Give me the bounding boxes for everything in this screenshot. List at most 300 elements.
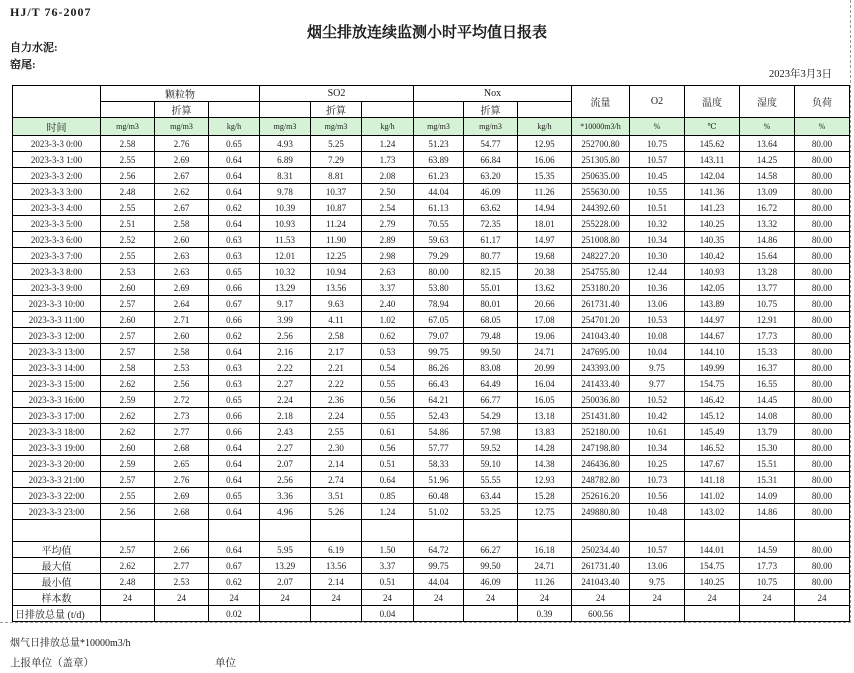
empty-header-cell <box>101 102 155 118</box>
value-cell: 68.05 <box>464 312 518 328</box>
value-cell: 2.59 <box>101 456 155 472</box>
summary-row <box>13 590 850 606</box>
flue-gas-total-note: 烟气日排放总量*10000m3/h <box>10 638 131 649</box>
value-cell: 252700.80 <box>572 136 630 152</box>
value-cell: 12.95 <box>518 136 572 152</box>
empty-header-cell <box>362 102 414 118</box>
value-cell: 0.67 <box>209 558 260 574</box>
value-cell: 2.74 <box>311 472 362 488</box>
value-cell: 17.73 <box>740 328 795 344</box>
value-cell: 52.43 <box>414 408 464 424</box>
value-cell: 2.60 <box>155 328 209 344</box>
value-cell: 2.21 <box>311 360 362 376</box>
empty-cell <box>572 520 630 542</box>
value-cell: 250635.00 <box>572 168 630 184</box>
value-cell: 80.00 <box>795 136 850 152</box>
time-cell: 2023-3-3 2:00 <box>13 168 101 184</box>
value-cell: 9.75 <box>630 360 685 376</box>
value-cell: 0.63 <box>209 232 260 248</box>
value-cell: 5.25 <box>311 136 362 152</box>
value-cell: 0.55 <box>362 408 414 424</box>
value-cell: 9.78 <box>260 184 311 200</box>
table-row <box>13 472 850 488</box>
value-cell: 53.25 <box>464 504 518 520</box>
value-cell: 0.63 <box>209 376 260 392</box>
value-cell: 80.00 <box>795 280 850 296</box>
value-cell: 80.00 <box>795 392 850 408</box>
value-cell: 14.59 <box>740 542 795 558</box>
table-row <box>13 152 850 168</box>
value-cell: 80.00 <box>795 264 850 280</box>
value-cell: 80.00 <box>795 360 850 376</box>
time-cell: 2023-3-3 10:00 <box>13 296 101 312</box>
value-cell: 3.37 <box>362 280 414 296</box>
value-cell: 2.57 <box>101 344 155 360</box>
value-cell: 0.63 <box>209 248 260 264</box>
value-cell: 66.43 <box>414 376 464 392</box>
value-cell: 3.36 <box>260 488 311 504</box>
value-cell: 10.32 <box>630 216 685 232</box>
value-cell: 24 <box>518 590 572 606</box>
o2-header: O2 <box>630 86 685 118</box>
value-cell: 11.53 <box>260 232 311 248</box>
value-cell: 2.66 <box>155 542 209 558</box>
value-cell: 10.57 <box>630 542 685 558</box>
value-cell: 246436.80 <box>572 456 630 472</box>
value-cell: 0.66 <box>209 408 260 424</box>
value-cell: 143.02 <box>685 504 740 520</box>
value-cell: 247695.00 <box>572 344 630 360</box>
value-cell: 2.14 <box>311 574 362 590</box>
value-cell: 600.56 <box>572 606 630 622</box>
value-cell: 80.00 <box>795 312 850 328</box>
value-cell: 13.18 <box>518 408 572 424</box>
table-row <box>13 504 850 520</box>
value-cell: 2.64 <box>155 296 209 312</box>
value-cell: 13.09 <box>740 184 795 200</box>
value-cell: 24 <box>740 590 795 606</box>
value-cell: 2.60 <box>101 440 155 456</box>
value-cell: 54.77 <box>464 136 518 152</box>
unit-cell: ℃ <box>685 118 740 136</box>
value-cell: 16.55 <box>740 376 795 392</box>
value-cell: 16.04 <box>518 376 572 392</box>
page-title: 烟尘排放连续监测小时平均值日报表 <box>306 25 547 41</box>
humidity-header: 湿度 <box>740 86 795 118</box>
value-cell: 59.10 <box>464 456 518 472</box>
value-cell: 140.42 <box>685 248 740 264</box>
value-cell: 2.57 <box>101 328 155 344</box>
table-row <box>13 392 850 408</box>
value-cell: 24 <box>155 590 209 606</box>
value-cell: 0.85 <box>362 488 414 504</box>
time-cell: 2023-3-3 5:00 <box>13 216 101 232</box>
value-cell <box>155 606 209 622</box>
value-cell: 19.68 <box>518 248 572 264</box>
value-cell: 12.91 <box>740 312 795 328</box>
page-break-line-vertical <box>850 0 851 623</box>
value-cell: 0.53 <box>362 344 414 360</box>
value-cell <box>685 606 740 622</box>
value-cell: 4.93 <box>260 136 311 152</box>
value-cell: 44.04 <box>414 184 464 200</box>
value-cell: 82.15 <box>464 264 518 280</box>
value-cell: 15.30 <box>740 440 795 456</box>
value-cell: 10.32 <box>260 264 311 280</box>
value-cell: 0.65 <box>209 264 260 280</box>
value-cell: 0.66 <box>209 280 260 296</box>
value-cell: 0.65 <box>209 392 260 408</box>
value-cell: 79.48 <box>464 328 518 344</box>
value-cell: 2.48 <box>101 574 155 590</box>
value-cell: 80.00 <box>795 248 850 264</box>
value-cell: 143.11 <box>685 152 740 168</box>
value-cell: 154.75 <box>685 376 740 392</box>
nox-converted-header: 折算 <box>464 102 518 118</box>
value-cell: 2.57 <box>101 472 155 488</box>
value-cell: 16.72 <box>740 200 795 216</box>
empty-header-cell <box>414 102 464 118</box>
value-cell: 2.69 <box>155 152 209 168</box>
time-cell: 2023-3-3 21:00 <box>13 472 101 488</box>
table-row <box>13 328 850 344</box>
table-row <box>13 184 850 200</box>
time-cell: 2023-3-3 16:00 <box>13 392 101 408</box>
value-cell: 250036.80 <box>572 392 630 408</box>
empty-header-cell <box>209 102 260 118</box>
value-cell: 64.72 <box>414 542 464 558</box>
value-cell: 13.77 <box>740 280 795 296</box>
standard-code: HJ/T 76-2007 <box>10 5 92 19</box>
value-cell: 0.64 <box>362 472 414 488</box>
value-cell: 2.07 <box>260 456 311 472</box>
value-cell: 2.51 <box>101 216 155 232</box>
unit-cell: *10000m3/h <box>572 118 630 136</box>
value-cell: 80.77 <box>464 248 518 264</box>
value-cell: 0.62 <box>362 328 414 344</box>
value-cell: 254755.80 <box>572 264 630 280</box>
value-cell: 57.77 <box>414 440 464 456</box>
value-cell: 66.77 <box>464 392 518 408</box>
summary-label: 日排放总量 (t/d) <box>13 606 101 622</box>
value-cell: 10.57 <box>630 152 685 168</box>
value-cell: 0.64 <box>209 344 260 360</box>
value-cell: 80.00 <box>795 232 850 248</box>
value-cell: 2.77 <box>155 558 209 574</box>
value-cell: 140.35 <box>685 232 740 248</box>
value-cell: 2.71 <box>155 312 209 328</box>
nox-group-header: Nox <box>414 86 572 102</box>
value-cell: 10.37 <box>311 184 362 200</box>
value-cell: 0.04 <box>362 606 414 622</box>
value-cell: 13.29 <box>260 558 311 574</box>
value-cell: 61.23 <box>414 168 464 184</box>
value-cell: 1.02 <box>362 312 414 328</box>
value-cell: 63.89 <box>414 152 464 168</box>
unit-cell: kg/h <box>209 118 260 136</box>
empty-cell <box>795 520 850 542</box>
value-cell: 10.87 <box>311 200 362 216</box>
value-cell: 16.05 <box>518 392 572 408</box>
value-cell: 80.01 <box>464 296 518 312</box>
value-cell: 251008.80 <box>572 232 630 248</box>
value-cell: 80.00 <box>795 558 850 574</box>
value-cell: 2.77 <box>155 424 209 440</box>
table-row <box>13 216 850 232</box>
value-cell: 2.30 <box>311 440 362 456</box>
value-cell: 24 <box>685 590 740 606</box>
value-cell: 17.73 <box>740 558 795 574</box>
temp-header: 温度 <box>685 86 740 118</box>
value-cell: 14.97 <box>518 232 572 248</box>
value-cell: 2.63 <box>362 264 414 280</box>
value-cell: 10.52 <box>630 392 685 408</box>
value-cell: 10.56 <box>630 488 685 504</box>
table-row <box>13 360 850 376</box>
value-cell: 0.62 <box>209 200 260 216</box>
empty-cell <box>155 520 209 542</box>
value-cell: 2.58 <box>155 344 209 360</box>
value-cell: 13.29 <box>260 280 311 296</box>
empty-cell <box>101 520 155 542</box>
pm-group-header: 颗粒物 <box>101 86 260 102</box>
value-cell: 241433.40 <box>572 376 630 392</box>
value-cell: 2.76 <box>155 136 209 152</box>
value-cell: 2.98 <box>362 248 414 264</box>
unit-cell: kg/h <box>362 118 414 136</box>
value-cell: 11.24 <box>311 216 362 232</box>
value-cell: 0.39 <box>518 606 572 622</box>
value-cell: 0.64 <box>209 440 260 456</box>
value-cell: 44.04 <box>414 574 464 590</box>
value-cell: 11.90 <box>311 232 362 248</box>
value-cell: 0.64 <box>209 216 260 232</box>
summary-row <box>13 574 850 590</box>
value-cell: 0.64 <box>209 456 260 472</box>
value-cell: 10.30 <box>630 248 685 264</box>
value-cell: 2.62 <box>101 376 155 392</box>
value-cell: 247198.80 <box>572 440 630 456</box>
value-cell: 248227.20 <box>572 248 630 264</box>
value-cell: 2.68 <box>155 440 209 456</box>
value-cell: 10.08 <box>630 328 685 344</box>
value-cell: 0.62 <box>209 328 260 344</box>
value-cell: 2.40 <box>362 296 414 312</box>
value-cell: 2.14 <box>311 456 362 472</box>
time-cell: 2023-3-3 17:00 <box>13 408 101 424</box>
value-cell: 2.53 <box>155 360 209 376</box>
value-cell: 99.75 <box>414 344 464 360</box>
value-cell: 13.79 <box>740 424 795 440</box>
value-cell: 14.28 <box>518 440 572 456</box>
value-cell: 2.63 <box>155 264 209 280</box>
unit-cell: % <box>740 118 795 136</box>
unit-label: 单位 <box>215 658 236 669</box>
value-cell: 80.00 <box>795 200 850 216</box>
value-cell: 16.18 <box>518 542 572 558</box>
table-row <box>13 264 850 280</box>
value-cell: 251431.80 <box>572 408 630 424</box>
value-cell: 59.52 <box>464 440 518 456</box>
value-cell: 2.72 <box>155 392 209 408</box>
value-cell: 12.01 <box>260 248 311 264</box>
value-cell: 15.51 <box>740 456 795 472</box>
value-cell: 0.62 <box>209 574 260 590</box>
empty-cell <box>209 520 260 542</box>
value-cell: 14.38 <box>518 456 572 472</box>
summary-row <box>13 606 850 622</box>
value-cell: 2.18 <box>260 408 311 424</box>
value-cell: 61.13 <box>414 200 464 216</box>
value-cell: 1.24 <box>362 136 414 152</box>
value-cell: 24 <box>311 590 362 606</box>
value-cell: 144.01 <box>685 542 740 558</box>
value-cell: 10.04 <box>630 344 685 360</box>
value-cell: 145.62 <box>685 136 740 152</box>
value-cell: 146.42 <box>685 392 740 408</box>
table-row <box>13 424 850 440</box>
value-cell <box>414 606 464 622</box>
value-cell: 2.27 <box>260 376 311 392</box>
value-cell: 9.17 <box>260 296 311 312</box>
empty-header-cell <box>260 102 311 118</box>
value-cell: 2.69 <box>155 280 209 296</box>
value-cell: 2.62 <box>101 424 155 440</box>
value-cell: 19.06 <box>518 328 572 344</box>
value-cell: 2.17 <box>311 344 362 360</box>
value-cell: 0.66 <box>209 424 260 440</box>
value-cell: 0.56 <box>362 440 414 456</box>
value-cell: 2.59 <box>101 392 155 408</box>
value-cell <box>630 606 685 622</box>
value-cell: 0.64 <box>209 184 260 200</box>
value-cell: 80.00 <box>795 472 850 488</box>
value-cell: 0.51 <box>362 456 414 472</box>
time-cell: 2023-3-3 22:00 <box>13 488 101 504</box>
value-cell: 12.44 <box>630 264 685 280</box>
value-cell: 2.57 <box>101 296 155 312</box>
value-cell: 0.02 <box>209 606 260 622</box>
value-cell: 14.08 <box>740 408 795 424</box>
empty-cell <box>630 520 685 542</box>
value-cell: 2.69 <box>155 488 209 504</box>
value-cell: 241043.40 <box>572 574 630 590</box>
value-cell: 2.53 <box>155 574 209 590</box>
value-cell: 0.55 <box>362 376 414 392</box>
value-cell: 13.62 <box>518 280 572 296</box>
unit-cell: mg/m3 <box>101 118 155 136</box>
value-cell: 80.00 <box>795 504 850 520</box>
value-cell: 10.48 <box>630 504 685 520</box>
empty-cell <box>518 520 572 542</box>
value-cell: 248782.80 <box>572 472 630 488</box>
value-cell: 250234.40 <box>572 542 630 558</box>
value-cell: 2.36 <box>311 392 362 408</box>
value-cell: 2.58 <box>155 216 209 232</box>
empty-header-cell <box>518 102 572 118</box>
value-cell: 0.61 <box>362 424 414 440</box>
table-row <box>13 376 850 392</box>
value-cell: 10.34 <box>630 232 685 248</box>
value-cell: 70.55 <box>414 216 464 232</box>
so2-converted-header: 折算 <box>311 102 362 118</box>
time-cell: 2023-3-3 11:00 <box>13 312 101 328</box>
value-cell: 141.23 <box>685 200 740 216</box>
value-cell: 0.64 <box>209 168 260 184</box>
value-cell: 14.86 <box>740 504 795 520</box>
value-cell: 243393.00 <box>572 360 630 376</box>
value-cell: 53.80 <box>414 280 464 296</box>
value-cell: 63.20 <box>464 168 518 184</box>
unit-cell: mg/m3 <box>414 118 464 136</box>
value-cell: 9.63 <box>311 296 362 312</box>
value-cell: 149.99 <box>685 360 740 376</box>
value-cell: 24 <box>572 590 630 606</box>
value-cell: 46.09 <box>464 574 518 590</box>
value-cell: 16.06 <box>518 152 572 168</box>
value-cell: 51.23 <box>414 136 464 152</box>
value-cell: 2.62 <box>101 558 155 574</box>
value-cell: 14.94 <box>518 200 572 216</box>
value-cell: 46.09 <box>464 184 518 200</box>
value-cell: 54.86 <box>414 424 464 440</box>
unit-cell: mg/m3 <box>155 118 209 136</box>
empty-cell <box>685 520 740 542</box>
value-cell: 2.60 <box>155 232 209 248</box>
value-cell: 80.00 <box>795 296 850 312</box>
value-cell: 2.55 <box>101 200 155 216</box>
table-row <box>13 200 850 216</box>
value-cell: 51.96 <box>414 472 464 488</box>
unit-cell: mg/m3 <box>260 118 311 136</box>
value-cell: 64.49 <box>464 376 518 392</box>
value-cell: 140.93 <box>685 264 740 280</box>
value-cell: 144.67 <box>685 328 740 344</box>
value-cell: 80.00 <box>795 456 850 472</box>
value-cell: 99.50 <box>464 558 518 574</box>
value-cell: 18.01 <box>518 216 572 232</box>
value-cell: 1.73 <box>362 152 414 168</box>
value-cell: 80.00 <box>795 344 850 360</box>
value-cell: 60.48 <box>414 488 464 504</box>
value-cell: 24 <box>260 590 311 606</box>
value-cell: 80.00 <box>414 264 464 280</box>
value-cell: 10.25 <box>630 456 685 472</box>
value-cell: 13.28 <box>740 264 795 280</box>
value-cell: 83.08 <box>464 360 518 376</box>
table-row <box>13 344 850 360</box>
time-cell: 2023-3-3 20:00 <box>13 456 101 472</box>
value-cell: 2.54 <box>362 200 414 216</box>
value-cell: 12.75 <box>518 504 572 520</box>
value-cell: 51.02 <box>414 504 464 520</box>
value-cell: 2.60 <box>101 312 155 328</box>
value-cell: 255228.00 <box>572 216 630 232</box>
value-cell: 24.71 <box>518 558 572 574</box>
time-header: 时间 <box>13 118 101 136</box>
company-label: 自力水泥: <box>10 42 58 54</box>
value-cell: 78.94 <box>414 296 464 312</box>
value-cell: 2.68 <box>155 504 209 520</box>
value-cell: 80.00 <box>795 440 850 456</box>
value-cell: 253180.20 <box>572 280 630 296</box>
value-cell: 13.56 <box>311 280 362 296</box>
table-row <box>13 296 850 312</box>
value-cell: 1.24 <box>362 504 414 520</box>
value-cell: 12.93 <box>518 472 572 488</box>
empty-cell <box>414 520 464 542</box>
value-cell: 24 <box>795 590 850 606</box>
